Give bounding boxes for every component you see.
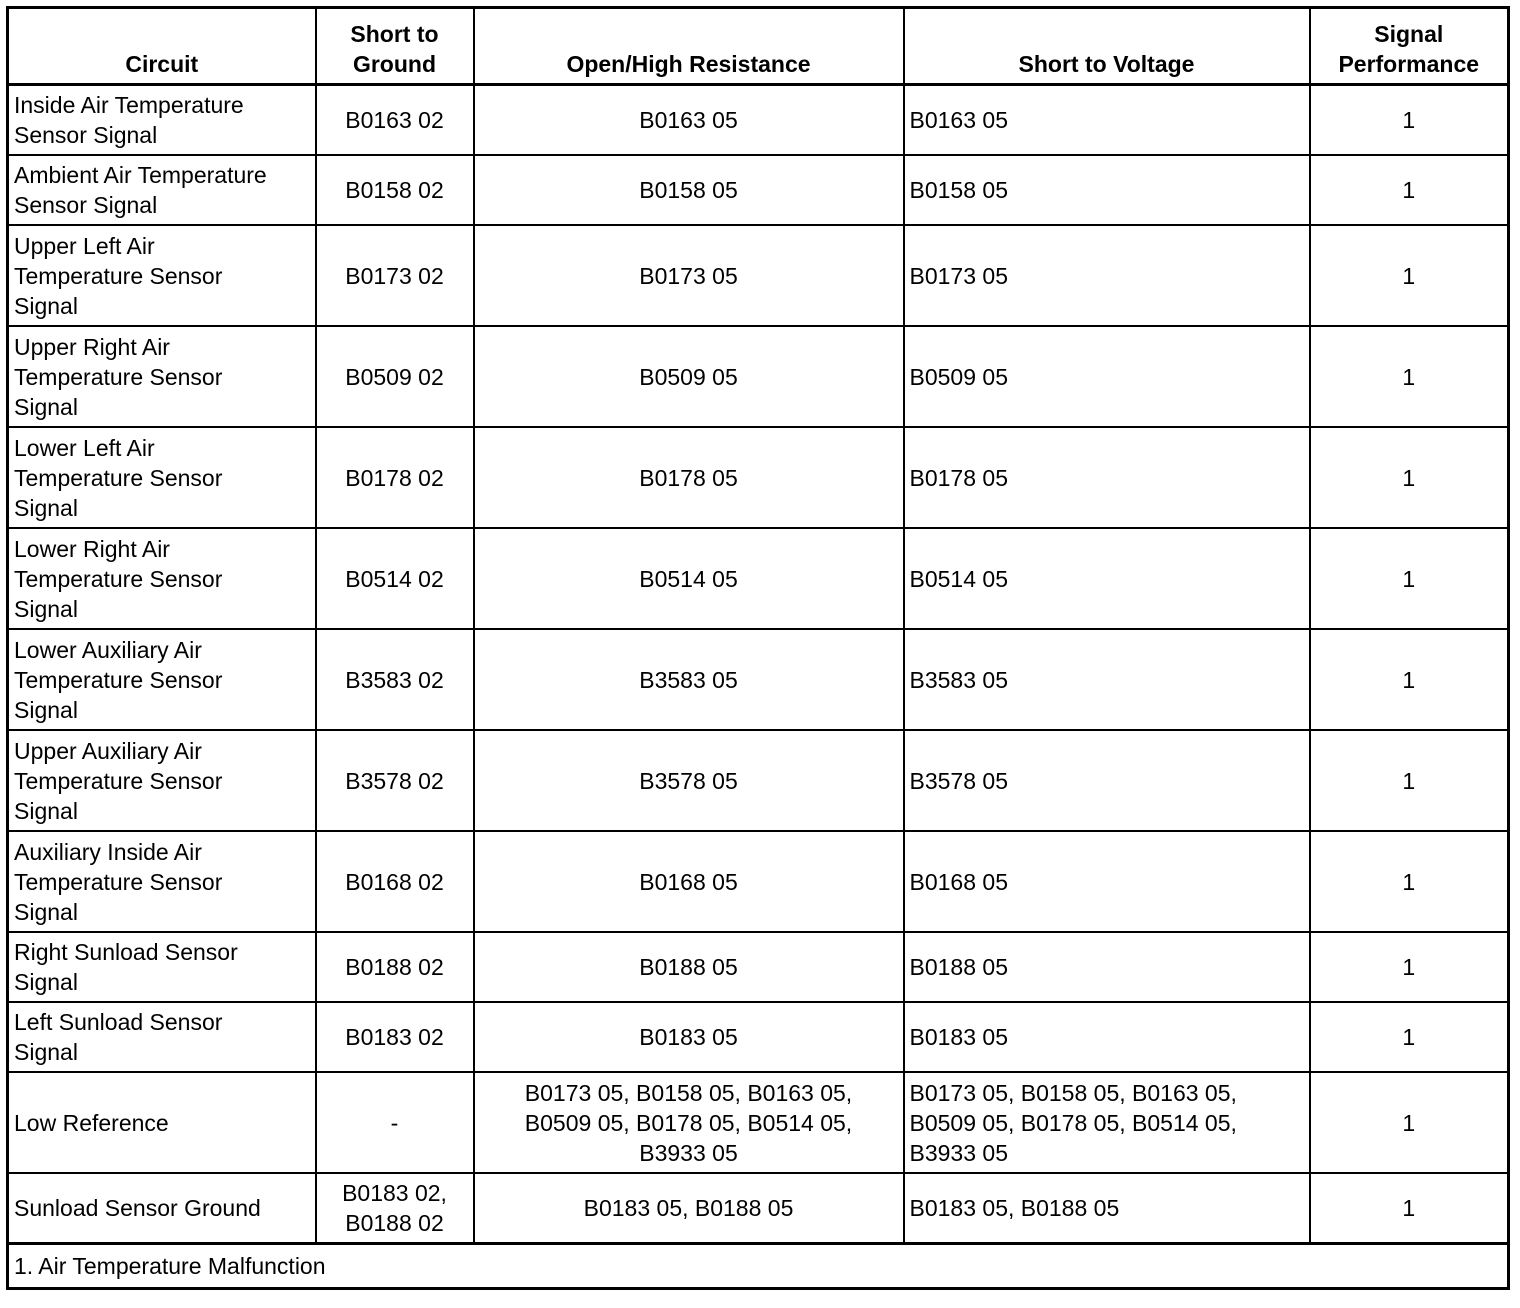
open-high-resistance-cell: B0509 05	[474, 326, 904, 427]
dtc-table	[6, 6, 1510, 1290]
short-to-voltage-cell: B3578 05	[904, 730, 1310, 831]
open-high-resistance-cell: B0183 05, B0188 05	[474, 1173, 904, 1244]
circuit-cell: Low Reference	[8, 1072, 316, 1173]
header-signal-performance: Signal Performance	[1310, 8, 1509, 85]
table-row	[8, 1173, 1509, 1244]
short-to-ground-cell: B0173 02	[316, 225, 474, 326]
table-row	[8, 326, 1509, 427]
short-to-voltage-cell: B0173 05, B0158 05, B0163 05, B0509 05, B0178 05, B0514 05, B3933 05	[904, 1072, 1310, 1173]
short-to-ground-cell: -	[316, 1072, 474, 1173]
short-to-ground-cell: B0168 02	[316, 831, 474, 932]
open-high-resistance-cell: B0178 05	[474, 427, 904, 528]
header-circuit: Circuit	[8, 8, 316, 85]
short-to-voltage-cell: B0183 05	[904, 1002, 1310, 1072]
circuit-cell: Left Sunload Sensor Signal	[8, 1002, 316, 1072]
signal-performance-cell: 1	[1310, 427, 1509, 528]
table-row	[8, 85, 1509, 156]
footnote: 1. Air Temperature Malfunction	[8, 1244, 1509, 1289]
table-row	[8, 629, 1509, 730]
short-to-voltage-cell: B0178 05	[904, 427, 1310, 528]
table-row	[8, 730, 1509, 831]
circuit-cell: Upper Right Air Temperature Sensor Signal	[8, 326, 316, 427]
signal-performance-cell: 1	[1310, 326, 1509, 427]
open-high-resistance-cell: B3583 05	[474, 629, 904, 730]
signal-performance-cell: 1	[1310, 528, 1509, 629]
table-row	[8, 1072, 1509, 1173]
circuit-cell: Upper Auxiliary Air Temperature Sensor Signal	[8, 730, 316, 831]
table-row	[8, 1002, 1509, 1072]
circuit-cell: Sunload Sensor Ground	[8, 1173, 316, 1244]
circuit-cell: Auxiliary Inside Air Temperature Sensor Signal	[8, 831, 316, 932]
circuit-cell: Inside Air Temperature Sensor Signal	[8, 85, 316, 156]
short-to-ground-cell: B0188 02	[316, 932, 474, 1002]
open-high-resistance-cell: B0158 05	[474, 155, 904, 225]
header-row	[8, 8, 1509, 85]
short-to-voltage-cell: B0173 05	[904, 225, 1310, 326]
signal-performance-cell: 1	[1310, 1173, 1509, 1244]
open-high-resistance-cell: B3578 05	[474, 730, 904, 831]
signal-performance-cell: 1	[1310, 629, 1509, 730]
short-to-ground-cell: B0514 02	[316, 528, 474, 629]
signal-performance-cell: 1	[1310, 932, 1509, 1002]
table-row	[8, 427, 1509, 528]
short-to-voltage-cell: B0514 05	[904, 528, 1310, 629]
header-short-to-ground: Short to Ground	[316, 8, 474, 85]
short-to-ground-cell: B0183 02, B0188 02	[316, 1173, 474, 1244]
open-high-resistance-cell: B0183 05	[474, 1002, 904, 1072]
table-row	[8, 155, 1509, 225]
table-row	[8, 831, 1509, 932]
signal-performance-cell: 1	[1310, 831, 1509, 932]
short-to-ground-cell: B0183 02	[316, 1002, 474, 1072]
circuit-cell: Lower Left Air Temperature Sensor Signal	[8, 427, 316, 528]
table-row	[8, 225, 1509, 326]
short-to-ground-cell: B3583 02	[316, 629, 474, 730]
circuit-cell: Right Sunload Sensor Signal	[8, 932, 316, 1002]
short-to-voltage-cell: B0509 05	[904, 326, 1310, 427]
signal-performance-cell: 1	[1310, 730, 1509, 831]
header-open-high-resistance: Open/High Resistance	[474, 8, 904, 85]
signal-performance-cell: 1	[1310, 1072, 1509, 1173]
signal-performance-cell: 1	[1310, 155, 1509, 225]
short-to-ground-cell: B0158 02	[316, 155, 474, 225]
table-row	[8, 932, 1509, 1002]
circuit-cell: Lower Auxiliary Air Temperature Sensor Signal	[8, 629, 316, 730]
short-to-ground-cell: B0163 02	[316, 85, 474, 156]
short-to-ground-cell: B0509 02	[316, 326, 474, 427]
circuit-cell: Ambient Air Temperature Sensor Signal	[8, 155, 316, 225]
short-to-voltage-cell: B0188 05	[904, 932, 1310, 1002]
signal-performance-cell: 1	[1310, 1002, 1509, 1072]
short-to-voltage-cell: B0163 05	[904, 85, 1310, 156]
open-high-resistance-cell: B0173 05, B0158 05, B0163 05, B0509 05, B0178 05, B0514 05, B3933 05	[474, 1072, 904, 1173]
table-row	[8, 528, 1509, 629]
open-high-resistance-cell: B0173 05	[474, 225, 904, 326]
open-high-resistance-cell: B0163 05	[474, 85, 904, 156]
short-to-ground-cell: B3578 02	[316, 730, 474, 831]
circuit-cell: Upper Left Air Temperature Sensor Signal	[8, 225, 316, 326]
open-high-resistance-cell: B0514 05	[474, 528, 904, 629]
signal-performance-cell: 1	[1310, 85, 1509, 156]
signal-performance-cell: 1	[1310, 225, 1509, 326]
open-high-resistance-cell: B0168 05	[474, 831, 904, 932]
short-to-voltage-cell: B3583 05	[904, 629, 1310, 730]
footnote-row	[8, 1244, 1509, 1289]
short-to-voltage-cell: B0168 05	[904, 831, 1310, 932]
short-to-ground-cell: B0178 02	[316, 427, 474, 528]
short-to-voltage-cell: B0158 05	[904, 155, 1310, 225]
circuit-cell: Lower Right Air Temperature Sensor Signal	[8, 528, 316, 629]
header-short-to-voltage: Short to Voltage	[904, 8, 1310, 85]
open-high-resistance-cell: B0188 05	[474, 932, 904, 1002]
short-to-voltage-cell: B0183 05, B0188 05	[904, 1173, 1310, 1244]
